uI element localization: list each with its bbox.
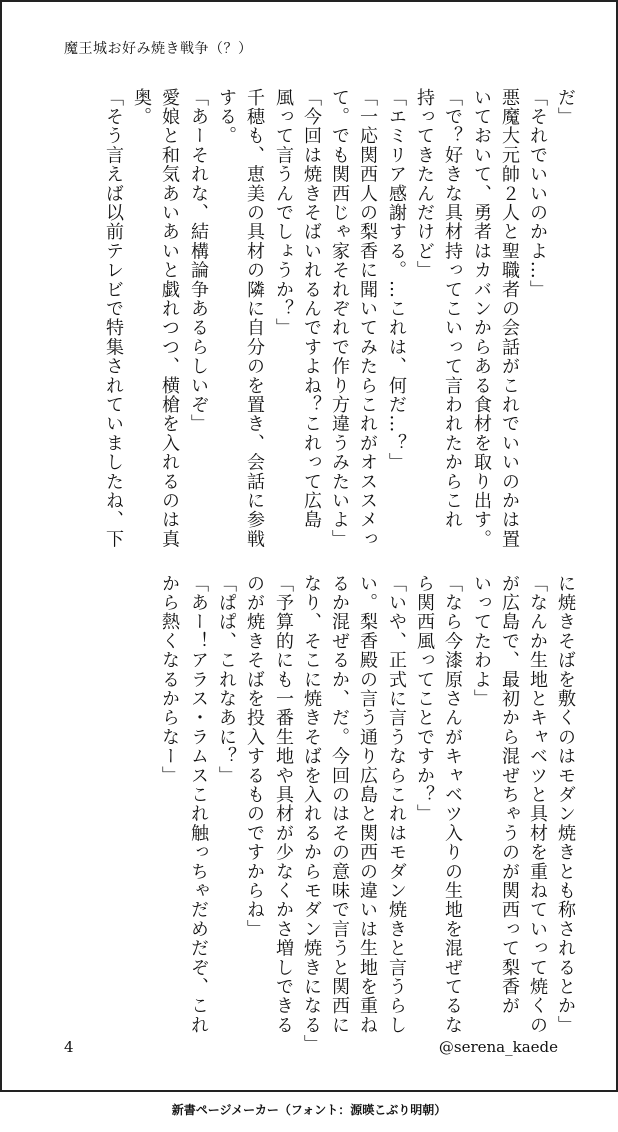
text-line: 「なら今漆原さんがキャベツ入りの生地を混ぜてるな [442,574,463,1035]
text-line: に焼きそばを敷くのはモダン焼きとも称されるとか」 [555,574,576,1035]
text-line: 「ぱぱ、これなあに？」 [216,574,237,786]
text-line: 「一応関西人の梨香に聞いてみたらこれがオススメっ [357,88,378,549]
text-line: 「そう言えば以前テレビで特集されていましたね、下 [103,88,124,549]
footer-credit: 新書ページメーカー（フォント：源暎こぶり明朝） [171,1103,447,1117]
text-line: 「あー！アラス・ラムスこれ触っちゃだめだぞ、これ [188,574,209,1035]
text-line: いってたわよ」 [471,574,492,709]
text-line: なり、そこに焼きそばを入れるからモダン焼きになる」 [301,574,322,1054]
text-line: 「予算的にも一番生地や具材が少なくかさ増しできる [273,574,294,1035]
text-line: 持ってきたんだけど」 [414,88,435,280]
text-line: い。梨香殿の言う通り広島と関西の違いは生地を重ね [357,574,378,1035]
text-line: 悪魔大元帥２人と聖職者の会話がこれでいいのかは置 [499,88,520,549]
page-number: 4 [64,1038,74,1056]
author-handle: @serena_kaede [438,1038,558,1056]
text-line: 「それでいいのかよ…」 [527,88,548,300]
text-line: いておいて、勇者はカバンからある食材を取り出す。 [471,88,492,549]
text-line: 風って言うんでしょうか？」 [273,88,294,338]
text-line: 「今回は焼きそばいれるんですよね？これって広島 [301,88,322,530]
text-line: 「いや、正式に言うならこれはモダン焼きと言うらし [386,574,407,1035]
text-line: する。 [216,88,237,146]
page-title: 魔王城お好み焼き戦争（？） [64,41,253,57]
text-line: 「で？好きな具材持ってこいって言われたからこれ [442,88,463,530]
text-line: のが焼きそばを投入するものですからね」 [244,574,265,939]
text-line: 奥。 [131,88,152,127]
text-line: だ」 [555,88,576,127]
text-line: 「あーそれな、結構論争あるらしいぞ」 [188,88,209,434]
text-line: て。でも関西じゃ家それぞれで作り方違うみたいよ」 [329,88,350,549]
text-line: 「なんか生地とキャベツと具材を重ねていって焼くの [527,574,548,1035]
text-line: 「エミリア感謝する。…これは、何だ…？」 [386,88,407,472]
text-line: 愛娘と和気あいあいと戯れつつ、横槍を入れるのは真 [159,88,180,549]
text-line: 千穂も、恵美の具材の隣に自分のを置き、会話に参戦 [244,88,265,549]
text-line: るか混ぜるか、だ。今回のはその意味で言うと関西に [329,574,350,1035]
text-line: が広島で、最初から混ぜちゃうのが関西って梨香が [499,574,520,1016]
text-line: から熱くなるからなー」 [159,574,180,786]
text-line: ら関西風ってことですか？」 [414,574,435,824]
